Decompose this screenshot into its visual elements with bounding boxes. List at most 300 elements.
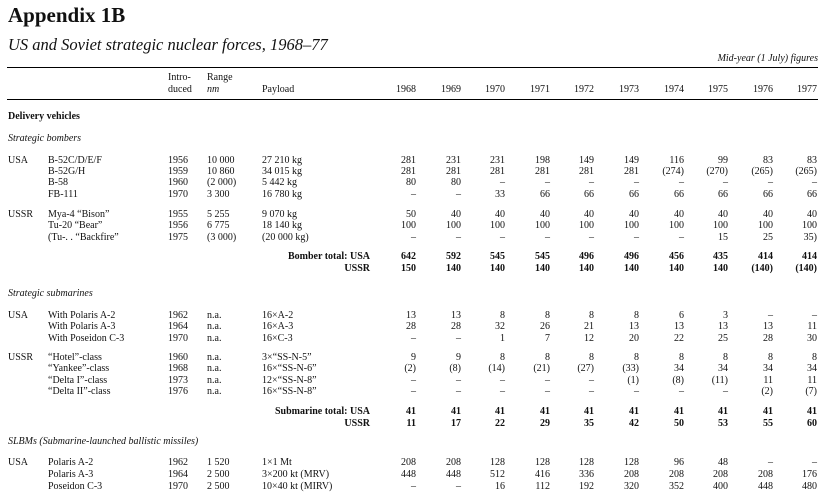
table-cell: 66: [763, 189, 773, 200]
table-cell: 8: [679, 352, 684, 363]
table-cell: 281: [401, 166, 416, 177]
table-cell: –: [500, 177, 505, 188]
table-cell: 8: [812, 352, 817, 363]
table-cell: 1: [500, 333, 505, 344]
table-cell: –: [589, 386, 594, 397]
table-cell: –: [411, 189, 416, 200]
table-cell: 34: [674, 363, 684, 374]
table-cell: 281: [490, 166, 505, 177]
table-cell: 32: [495, 321, 505, 332]
system-name: Mya-4 “Bison”: [48, 209, 110, 220]
table-cell: 40: [540, 209, 550, 220]
table-cell: 231: [446, 155, 461, 166]
table-cell: 21: [584, 321, 594, 332]
table-cell: 3: [723, 310, 728, 321]
table-cell: 140: [490, 263, 505, 274]
table-cell: 140: [713, 263, 728, 274]
introduced-year: 1956: [168, 220, 188, 231]
table-cell: 128: [579, 457, 594, 468]
table-cell: 8: [589, 310, 594, 321]
introduced-year: 1964: [168, 321, 188, 332]
table-cell: –: [456, 189, 461, 200]
system-name: “Delta II”-class: [48, 386, 111, 397]
header-payload: Payload: [262, 84, 295, 95]
table-cell: 100: [401, 220, 416, 231]
table-cell: 128: [624, 457, 639, 468]
table-cell: 416: [535, 469, 550, 480]
table-cell: 40: [674, 209, 684, 220]
table-cell: –: [679, 232, 684, 243]
table-cell: 100: [713, 220, 728, 231]
table-cell: 48: [718, 457, 728, 468]
table-cell: 8: [500, 310, 505, 321]
table-cell: 13: [406, 310, 416, 321]
header-range-1: Range: [207, 72, 233, 83]
table-cell: 40: [495, 209, 505, 220]
table-cell: 83: [763, 155, 773, 166]
system-name: B-52C/D/E/F: [48, 155, 102, 166]
table-cell: 140: [535, 263, 550, 274]
system-name: “Hotel”-class: [48, 352, 102, 363]
table-cell: 34: [718, 363, 728, 374]
year-header: 1973: [619, 84, 639, 95]
table-cell: 100: [535, 220, 550, 231]
table-cell: –: [812, 457, 817, 468]
table-cell: –: [634, 177, 639, 188]
system-name: B-52G/H: [48, 166, 86, 177]
table-cell: 8: [634, 310, 639, 321]
year-header: 1975: [708, 84, 728, 95]
introduced-year: 1959: [168, 166, 188, 177]
table-cell: 41: [763, 406, 773, 417]
table-cell: (8): [449, 363, 461, 374]
table-cell: 42: [629, 418, 639, 429]
table-cell: –: [500, 375, 505, 386]
system-name: “Delta I”-class: [48, 375, 108, 386]
table-cell: –: [500, 232, 505, 243]
table-cell: 208: [401, 457, 416, 468]
table-cell: 100: [446, 220, 461, 231]
table-cell: 22: [674, 333, 684, 344]
introduced-year: 1960: [168, 177, 188, 188]
table-cell: 11: [807, 321, 817, 332]
table-cell: 66: [718, 189, 728, 200]
table-cell: 20: [629, 333, 639, 344]
table-cell: –: [679, 177, 684, 188]
range-value: 10 000: [207, 155, 235, 166]
table-cell: –: [589, 177, 594, 188]
table-cell: –: [456, 375, 461, 386]
table-cell: –: [411, 375, 416, 386]
table-cell: 208: [758, 469, 773, 480]
table-cell: 448: [446, 469, 461, 480]
table-cell: 448: [758, 481, 773, 492]
table-cell: 11: [406, 418, 416, 429]
table-cell: 22: [495, 418, 505, 429]
table-cell: 41: [807, 406, 817, 417]
introduced-year: 1960: [168, 352, 188, 363]
table-cell: –: [812, 177, 817, 188]
introduced-year: 1970: [168, 333, 188, 344]
table-cell: 28: [451, 321, 461, 332]
year-header: 1976: [753, 84, 773, 95]
payload-value: 3×“SS-N-5”: [262, 352, 312, 363]
table-cell: 320: [624, 481, 639, 492]
table-cell: 66: [629, 189, 639, 200]
payload-value: 9 070 kg: [262, 209, 297, 220]
payload-value: 16×C-3: [262, 333, 293, 344]
table-cell: 34: [763, 363, 773, 374]
table-cell: 100: [624, 220, 639, 231]
table-cell: 12: [584, 333, 594, 344]
table-cell: 16: [495, 481, 505, 492]
table-cell: 66: [584, 189, 594, 200]
table-cell: 128: [535, 457, 550, 468]
country-label: USA: [8, 457, 29, 468]
payload-value: 5 442 kg: [262, 177, 297, 188]
table-cell: (11): [711, 375, 728, 386]
range-value: 3 300: [207, 189, 230, 200]
table-cell: (27): [577, 363, 594, 374]
table-cell: (21): [533, 363, 550, 374]
table-cell: (140): [795, 263, 817, 274]
payload-value: 27 210 kg: [262, 155, 302, 166]
table-cell: 8: [545, 310, 550, 321]
table-cell: 140: [624, 263, 639, 274]
system-name: Poseidon C-3: [48, 481, 103, 492]
range-value: n.a.: [207, 352, 222, 363]
range-value: 5 255: [207, 209, 230, 220]
year-header: 1971: [530, 84, 550, 95]
table-cell: 41: [406, 406, 416, 417]
system-name: “Yankee”-class: [48, 363, 110, 374]
table-cell: –: [456, 481, 461, 492]
introduced-year: 1973: [168, 375, 188, 386]
table-cell: –: [500, 386, 505, 397]
table-cell: 55: [763, 418, 773, 429]
table-cell: 28: [406, 321, 416, 332]
table-cell: 150: [401, 263, 416, 274]
table-cell: 149: [579, 155, 594, 166]
system-name: With Polaris A-2: [48, 310, 116, 321]
table-cell: –: [545, 386, 550, 397]
table-cell: 50: [674, 418, 684, 429]
table-cell: 281: [624, 166, 639, 177]
table-cell: 400: [713, 481, 728, 492]
table-cell: 41: [718, 406, 728, 417]
payload-value: 10×40 kt (MIRV): [262, 481, 333, 492]
table-cell: 40: [718, 209, 728, 220]
table-cell: 480: [802, 481, 817, 492]
table-cell: 414: [758, 251, 773, 262]
table-cell: (274): [662, 166, 684, 177]
table-cell: 33: [495, 189, 505, 200]
table-cell: 352: [669, 481, 684, 492]
table-cell: 8: [589, 352, 594, 363]
table-cell: 41: [674, 406, 684, 417]
table-cell: –: [768, 310, 773, 321]
table-cell: 34: [807, 363, 817, 374]
table-cell: –: [589, 375, 594, 386]
section-strategic-bombers: Strategic bombers: [8, 133, 82, 144]
table-cell: –: [411, 333, 416, 344]
table-cell: 17: [451, 418, 461, 429]
table-cell: 28: [763, 333, 773, 344]
table-cell: 456: [669, 251, 684, 262]
range-value: 1 520: [207, 457, 230, 468]
payload-value: 1×1 Mt: [262, 457, 292, 468]
table-cell: –: [634, 386, 639, 397]
introduced-year: 1962: [168, 310, 188, 321]
payload-value: (20 000 kg): [262, 232, 309, 243]
table-cell: 13: [629, 321, 639, 332]
introduced-year: 1964: [168, 469, 188, 480]
header-introduced-1: Intro-: [168, 72, 191, 83]
country-label: USSR: [8, 209, 34, 220]
table-cell: 100: [579, 220, 594, 231]
table-cell: 41: [629, 406, 639, 417]
introduced-year: 1976: [168, 386, 188, 397]
table-cell: 545: [490, 251, 505, 262]
range-value: 2 500: [207, 469, 230, 480]
range-value: n.a.: [207, 386, 222, 397]
table-cell: –: [768, 177, 773, 188]
payload-value: 16×A-3: [262, 321, 294, 332]
introduced-year: 1955: [168, 209, 188, 220]
payload-value: 16×“SS-N-8”: [262, 386, 317, 397]
table-cell: 414: [802, 251, 817, 262]
table-cell: –: [634, 232, 639, 243]
range-value: n.a.: [207, 321, 222, 332]
system-name: B-58: [48, 177, 68, 188]
table-cell: (265): [751, 166, 773, 177]
range-value: n.a.: [207, 363, 222, 374]
table-cell: 40: [807, 209, 817, 220]
table-cell: –: [679, 386, 684, 397]
range-value: n.a.: [207, 375, 222, 386]
table-cell: 41: [451, 406, 461, 417]
table-cell: –: [723, 177, 728, 188]
system-name: Tu-20 “Bear”: [48, 220, 103, 231]
table-cell: 100: [490, 220, 505, 231]
table-cell: (2): [404, 363, 416, 374]
table-cell: 208: [669, 469, 684, 480]
table-cell: 15: [718, 232, 728, 243]
introduced-year: 1970: [168, 481, 188, 492]
table-cell: 100: [758, 220, 773, 231]
year-header: 1977: [797, 84, 817, 95]
year-header: 1972: [574, 84, 594, 95]
year-header: 1970: [485, 84, 505, 95]
table-cell: 7: [545, 333, 550, 344]
table-cell: (140): [751, 263, 773, 274]
table-cell: –: [723, 386, 728, 397]
country-label: USA: [8, 155, 29, 166]
table-cell: 512: [490, 469, 505, 480]
table-cell: (265): [795, 166, 817, 177]
range-value: 10 860: [207, 166, 235, 177]
table-cell: 29: [540, 418, 550, 429]
table-cell: 100: [669, 220, 684, 231]
year-header: 1968: [396, 84, 416, 95]
table-cell: 8: [545, 352, 550, 363]
table-cell: 496: [579, 251, 594, 262]
table-cell: 83: [807, 155, 817, 166]
table-cell: 11: [807, 375, 817, 386]
table-cell: 231: [490, 155, 505, 166]
table-cell: –: [545, 177, 550, 188]
range-value: n.a.: [207, 333, 222, 344]
table-cell: (1): [627, 375, 639, 386]
range-value: 2 500: [207, 481, 230, 492]
table-cell: 40: [584, 209, 594, 220]
payload-value: 34 015 kg: [262, 166, 302, 177]
table-cell: (8): [672, 375, 684, 386]
table-cell: 80: [451, 177, 461, 188]
table-cell: –: [456, 232, 461, 243]
table-cell: 25: [763, 232, 773, 243]
table-cell: 41: [495, 406, 505, 417]
payload-value: 12×“SS-N-8”: [262, 375, 317, 386]
range-value: 6 775: [207, 220, 230, 231]
table-cell: 13: [451, 310, 461, 321]
table-cell: –: [812, 310, 817, 321]
country-label: USA: [8, 310, 29, 321]
table-cell: 192: [579, 481, 594, 492]
system-name: Polaris A-3: [48, 469, 94, 480]
range-value: n.a.: [207, 310, 222, 321]
table-cell: 9: [411, 352, 416, 363]
table-cell: 281: [401, 155, 416, 166]
table-cell: 60: [807, 418, 817, 429]
table-cell: 40: [629, 209, 639, 220]
table-cell: 6: [679, 310, 684, 321]
table-cell: 149: [624, 155, 639, 166]
table-cell: 40: [451, 209, 461, 220]
payload-value: 18 140 kg: [262, 220, 302, 231]
table-cell: (2): [761, 386, 773, 397]
table-cell: 26: [540, 321, 550, 332]
table-cell: 592: [446, 251, 461, 262]
table-cell: (14): [488, 363, 505, 374]
table-cell: 281: [535, 166, 550, 177]
table-cell: 11: [763, 375, 773, 386]
page-title: Appendix 1B: [8, 3, 126, 27]
introduced-year: 1962: [168, 457, 188, 468]
table-cell: –: [545, 232, 550, 243]
table-cell: 116: [669, 155, 684, 166]
introduced-year: 1956: [168, 155, 188, 166]
introduced-year: 1975: [168, 232, 188, 243]
table-cell: 100: [802, 220, 817, 231]
table-cell: 25: [718, 333, 728, 344]
table-cell: 35: [584, 418, 594, 429]
header-introduced-2: duced: [168, 84, 192, 95]
table-cell: (7): [805, 386, 817, 397]
table-cell: 13: [674, 321, 684, 332]
table-cell: 448: [401, 469, 416, 480]
table-cell: 8: [723, 352, 728, 363]
payload-value: 3×200 kt (MRV): [262, 469, 330, 480]
table-cell: 30: [807, 333, 817, 344]
table-cell: 208: [446, 457, 461, 468]
system-name: With Poseidon C-3: [48, 333, 125, 344]
table-cell: –: [768, 457, 773, 468]
table-cell: (270): [706, 166, 728, 177]
table-cell: 642: [401, 251, 416, 262]
table-cell: 176: [802, 469, 817, 480]
year-header: 1974: [664, 84, 684, 95]
table-cell: 53: [718, 418, 728, 429]
table-cell: (33): [622, 363, 639, 374]
top-rule: [7, 67, 818, 68]
table-cell: 140: [669, 263, 684, 274]
table-cell: 140: [446, 263, 461, 274]
table-cell: 80: [406, 177, 416, 188]
system-name: (Tu-. . “Backfire”: [48, 232, 119, 243]
total-label: Submarine total: USA: [274, 406, 370, 417]
table-cell: 208: [624, 469, 639, 480]
table-cell: –: [589, 232, 594, 243]
system-name: Polaris A-2: [48, 457, 94, 468]
payload-value: 16×“SS-N-6”: [262, 363, 317, 374]
year-header: 1969: [441, 84, 461, 95]
section-delivery-vehicles: Delivery vehicles: [8, 111, 80, 122]
table-cell: 281: [446, 166, 461, 177]
introduced-year: 1970: [168, 189, 188, 200]
table-cell: 66: [540, 189, 550, 200]
table-cell: 13: [718, 321, 728, 332]
total-label: USSR: [344, 263, 370, 274]
total-label: Bomber total: USA: [287, 251, 370, 262]
table-cell: 281: [579, 166, 594, 177]
country-label: USSR: [8, 352, 34, 363]
header-range-2: nm: [207, 84, 220, 95]
table-cell: 8: [500, 352, 505, 363]
payload-value: 16×A-2: [262, 310, 294, 321]
table-cell: 13: [763, 321, 773, 332]
table-cell: 496: [624, 251, 639, 262]
table-cell: 140: [579, 263, 594, 274]
header-rule: [7, 99, 818, 100]
table-cell: 336: [579, 469, 594, 480]
system-name: With Polaris A-3: [48, 321, 116, 332]
table-cell: –: [456, 333, 461, 344]
section-strategic-submarines: Strategic submarines: [8, 288, 93, 299]
table-cell: 35): [803, 232, 817, 243]
system-name: FB-111: [48, 189, 78, 200]
range-value: (3 000): [207, 232, 237, 243]
table-cell: 41: [584, 406, 594, 417]
figures-note: Mid-year (1 July) figures: [717, 53, 818, 64]
introduced-year: 1968: [168, 363, 188, 374]
table-cell: 128: [490, 457, 505, 468]
table-cell: 96: [674, 457, 684, 468]
table-cell: 208: [713, 469, 728, 480]
payload-value: 16 780 kg: [262, 189, 302, 200]
table-cell: 66: [807, 189, 817, 200]
table-cell: –: [411, 232, 416, 243]
table-cell: 545: [535, 251, 550, 262]
table-cell: –: [545, 375, 550, 386]
table-cell: 198: [535, 155, 550, 166]
table-cell: 8: [768, 352, 773, 363]
table-cell: –: [411, 481, 416, 492]
section-slbms: SLBMs (Submarine-launched ballistic missiles): [8, 436, 199, 447]
table-cell: 435: [713, 251, 728, 262]
table-cell: 112: [535, 481, 550, 492]
range-value: (2 000): [207, 177, 237, 188]
